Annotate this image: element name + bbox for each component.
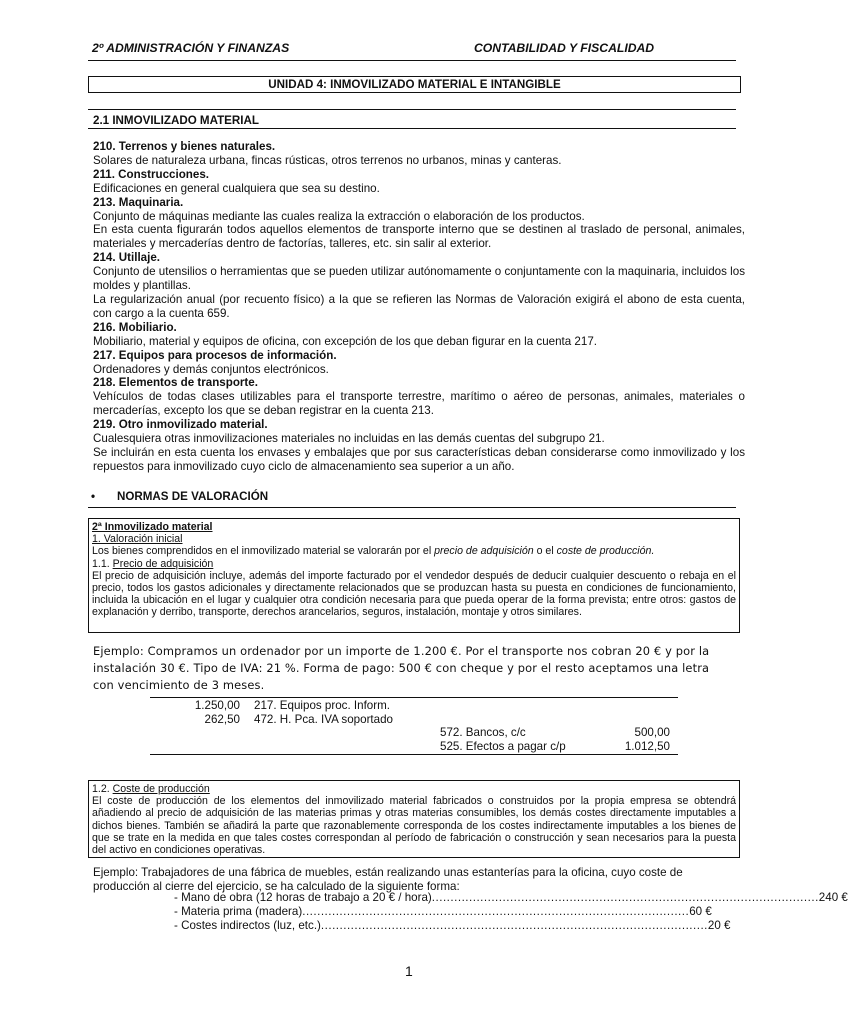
cost-item (174, 891, 848, 905)
account-text: Cualesquiera otras inmovilizaciones materiales no incluidas en las demás cuentas del subgrupo 21. (93, 432, 605, 446)
box-text-italic: coste de producción. (556, 545, 655, 558)
account-text: Ordenadores y demás conjuntos electrónicos. (93, 362, 329, 376)
cost-list (174, 891, 848, 933)
box-text: Los bienes comprendidos en el inmovilizado material se valorarán por el (92, 545, 435, 558)
credit-account: 525. Efectos a pagar c/p (440, 740, 566, 753)
example-text: Ejemplo: Compramos un ordenador por un importe de 1.200 €. Por el transporte nos cobran 20 € y por la instalación 30 €. Tipo de IVA: 21 %. Forma de pago: 500 € con cheque y por el resto aceptamos una letra con vencimiento de 3 meses. (93, 644, 710, 692)
valuation-rule-box (88, 518, 740, 633)
account-heading: 210. Terrenos y bienes naturales. (93, 140, 276, 153)
cost-item (174, 918, 731, 933)
debit-amount: 1.250,00 (194, 699, 240, 712)
dot-leader: ........................................................................................................ (320, 918, 708, 932)
accounts-list (93, 140, 745, 474)
box-subtitle: 1. Valoración inicial (92, 533, 183, 546)
cost-value: 60 € (689, 904, 712, 918)
section-rule-bottom (88, 128, 736, 129)
bullet-icon: • (91, 490, 96, 503)
unit-title: UNIDAD 4: INMOVILIZADO MATERIAL E INTANGIBLE (88, 76, 741, 93)
box-subtitle-number: 1.2. (92, 783, 113, 795)
account-text: Edificaciones en general cualquiera que sea su destino. (93, 181, 380, 195)
credit-account: 572. Bancos, c/c (440, 726, 526, 739)
box-paragraph (92, 545, 736, 557)
account-heading: 217. Equipos para procesos de información. (93, 348, 337, 362)
dot-leader: ........................................................................................................ (431, 891, 819, 904)
account-text: La regularización anual (por recuento físico) a la que se refieren las Normas de Valoración exigirá el abono de esta cuenta, con cargo a la cuenta 659. (93, 292, 745, 320)
box-subtitle: Coste de producción (112, 783, 210, 795)
account-heading: 214. Utillaje. (93, 251, 161, 265)
account-heading: 216. Mobiliario. (93, 320, 177, 334)
norms-heading (91, 490, 268, 504)
example-production (93, 866, 733, 894)
debit-account: 217. Equipos proc. Inform. (254, 699, 390, 712)
account-text: Mobiliario, material y equipos de oficina, con excepción de los que deban figurar en la cuenta 217. (93, 334, 597, 348)
header-course: 2º ADMINISTRACIÓN Y FINANZAS (92, 41, 290, 55)
account-heading: 218. Elementos de transporte. (93, 376, 258, 390)
cost-label: - Mano de obra (12 horas de trabajo a 20 € / hora) (174, 891, 432, 904)
example-purchase (93, 643, 733, 694)
cost-value: 20 € (707, 918, 731, 932)
section-title: 2.1 INMOVILIZADO MATERIAL (93, 114, 259, 127)
cost-item (174, 904, 712, 919)
section-rule-top (88, 109, 736, 110)
example-text: Ejemplo: Trabajadores de una fábrica de muebles, están realizando unas estanterías para la oficina, cuyo coste de producción al cierre del ejercicio, se ha calculado de la siguiente forma: (93, 866, 683, 893)
journal-rule-bottom (150, 754, 678, 755)
account-heading: 211. Construcciones. (93, 167, 209, 181)
debit-amount: 262,50 (204, 713, 240, 726)
account-text: Conjunto de máquinas mediante las cuales realiza la extracción o elaboración de los productos. (93, 209, 585, 223)
box-paragraph: El precio de adquisición incluye, además del importe facturado por el vendedor después de deducir cualquier descuento o rebaja en el precio, todos los gastos adicionales y directamente relacionados que se produzcan hasta su puesta en condiciones de funcionamiento, incluida la ubicación en el lugar y cualquier otra condición necesaria para que pueda operar de la forma prevista; entre otros: gastos de explanación y derribo, transporte, derechos arancelarios, seguros, instalación, montaje y otros similares. (92, 569, 736, 619)
account-text: Solares de naturaleza urbana, fincas rústicas, otros terrenos no urbanos, minas y canteras. (93, 153, 562, 167)
cost-value: 240 € (818, 891, 848, 904)
dot-leader: ........................................................................................................ (302, 904, 690, 918)
box-title: 2ª Inmovilizado material (92, 521, 213, 533)
credit-amount: 500,00 (634, 726, 670, 739)
cost-label: - Materia prima (madera) (174, 904, 303, 918)
production-cost-box (88, 780, 740, 858)
box-text: o el (533, 545, 557, 558)
cost-label: - Costes indirectos (luz, etc.) (174, 918, 321, 932)
norms-rule (88, 507, 736, 508)
box-subtitle-number: 1.1. (92, 557, 113, 570)
credit-amount: 1.012,50 (624, 740, 670, 753)
norms-title: NORMAS DE VALORACIÓN (117, 490, 269, 503)
header-rule (88, 60, 736, 61)
header-subject: CONTABILIDAD Y FISCALIDAD (474, 41, 655, 55)
account-heading: 213. Maquinaria. (93, 195, 184, 209)
account-text: En esta cuenta figurarán todos aquellos elementos de transporte interno que se destinen al traslado de personal, animales, materiales y mercaderías dentro de factorías, talleres, etc. sin salir al exterior. (93, 223, 745, 251)
journal-rule-top (150, 697, 678, 698)
box-paragraph: El coste de producción de los elementos del inmovilizado material fabricados o construidos por la propia empresa se obtendrá añadiendo al precio de adquisición de las materias primas y otras materias consumibles, los demás costes directamente imputables a dichos bienes. También se añadirá la parte que razonablemente corresponda de los costes indirectamente imputables a los bienes de que se trate en la medida en que tales costes correspondan al período de fabricación o construcción y sean necesarios para la puesta del activo en condiciones operativas. (92, 795, 736, 857)
account-text: Vehículos de todas clases utilizables para el transporte terrestre, marítimo o aéreo de personas, animales, materiales o mercaderías, excepto los que se deban registrar en la cuenta 213. (93, 390, 745, 418)
box-subtitle: Precio de adquisición (112, 557, 214, 570)
box-text-italic: precio de adquisición (434, 545, 534, 558)
account-heading: 219. Otro inmovilizado material. (93, 418, 268, 432)
account-text: Se incluirán en esta cuenta los envases y embalajes que por sus características deban considerarse como inmovilizado y los repuestos para inmovilizado cuyo ciclo de almacenamiento sea superior a un año. (93, 445, 745, 473)
account-text: Conjunto de utensilios o herramientas que se pueden utilizar autónomamente o conjuntamente con la maquinaria, incluidos los moldes y plantillas. (93, 265, 745, 293)
journal-entry (150, 697, 678, 759)
debit-account: 472. H. Pca. IVA soportado (254, 713, 393, 726)
page-number: 1 (405, 963, 413, 979)
